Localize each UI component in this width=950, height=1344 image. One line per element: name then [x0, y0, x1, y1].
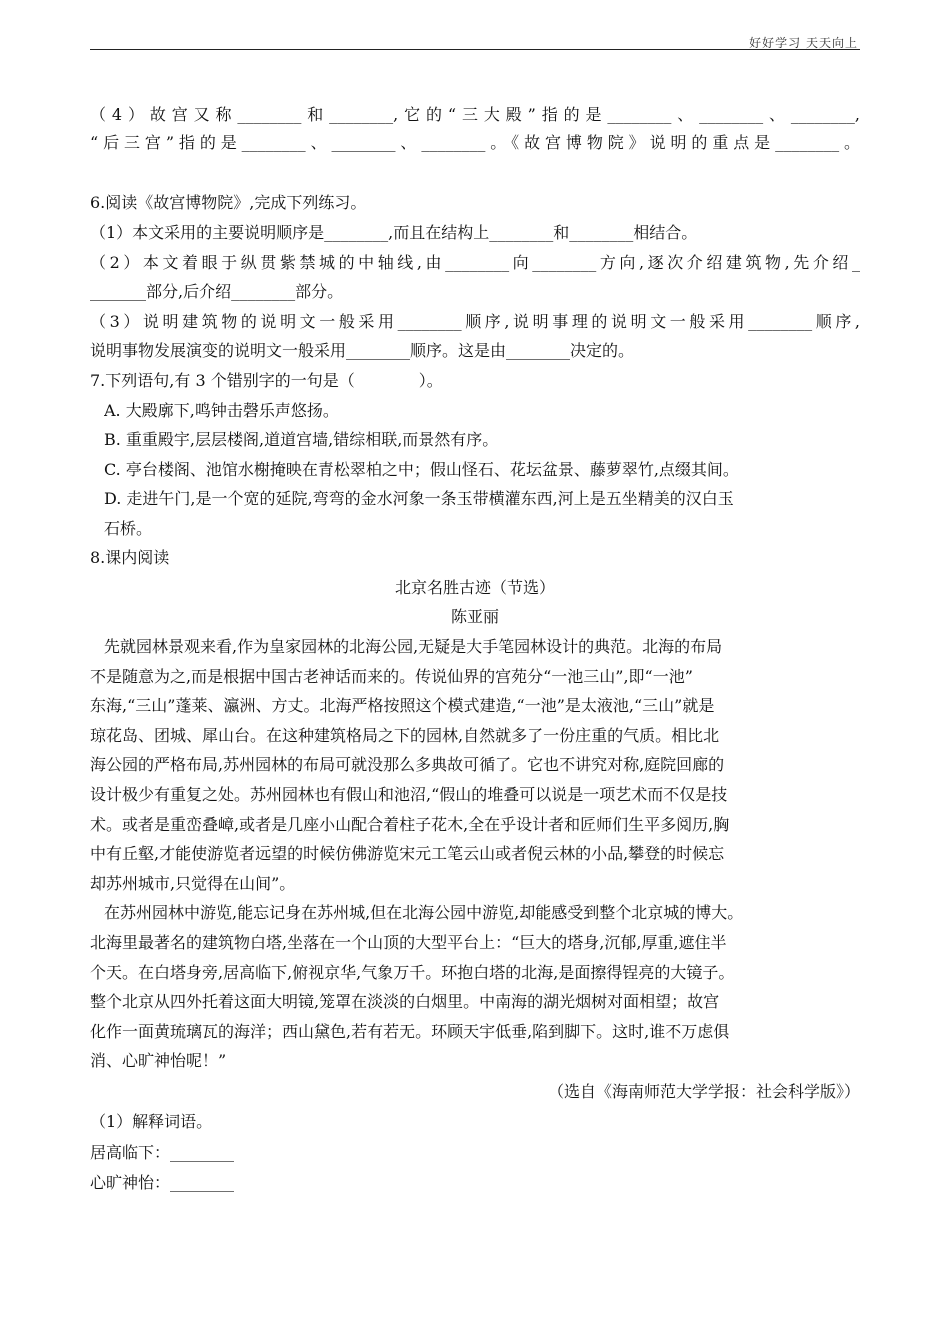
paragraph-2-line-2: 北海里最著名的建筑物白塔,坐落在一个山顶的大型平台上：“巨大的塔身,沉郁,厚重,遮住半 — [90, 933, 727, 952]
header-motto: 好好学习 天天向上 — [749, 36, 858, 50]
question-5-4-line-1: （4）故宫又称________和________,它的“三大殿”指的是________、________、________, — [90, 105, 860, 124]
question-6-2-line-1: （2）本文着眼于纵贯紫禁城的中轴线,由________向________方向,逐次介绍建筑物,先介绍_ — [90, 253, 860, 272]
paragraph-1-line-8: 中有丘壑,才能使游览者远望的时候仿佛游览宋元工笔云山或者倪云林的小品,攀登的时候忘 — [90, 844, 725, 863]
question-6-3-line-2: 说明事物发展演变的说明文一般采用________顺序。这是由________决定的。 — [90, 341, 635, 360]
term-definition-2: 心旷神怡：________ — [90, 1173, 235, 1192]
paragraph-1-line-3: 东海,“三山”蓬莱、瀛洲、方丈。北海严格按照这个模式建造,“一池”是太液池,“三山”就是 — [90, 696, 715, 715]
question-6-1: （1）本文采用的主要说明顺序是________,而且在结构上________和________相结合。 — [90, 223, 698, 242]
paragraph-2-line-4: 整个北京从四外托着这面大明镜,笼罩在淡淡的白烟里。中南海的湖光烟树对面相望；故宫 — [90, 992, 720, 1011]
paragraph-2-line-6: 消、心旷神怡呢！” — [90, 1051, 227, 1070]
paragraph-2-line-1: 在苏州园林中游览,能忘记身在苏州城,但在北海公园中游览,却能感受到整个北京城的博大。 — [104, 903, 744, 922]
question-8-title: 8.课内阅读 — [90, 548, 170, 567]
question-7-option-d-line-1: D. 走进午门,是一个宽的延院,弯弯的金水河象一条玉带横灌东西,河上是五坐精美的汉白玉 — [104, 489, 734, 508]
paragraph-1-line-2: 不是随意为之,而是根据中国古老神话而来的。传说仙界的宫苑分“一池三山”,即“一池” — [90, 667, 693, 686]
paragraph-2-line-3: 个天。在白塔身旁,居高临下,俯视京华,气象万千。环抱白塔的北海,是面擦得锃亮的大镜子。 — [90, 963, 735, 982]
article-author: 陈亚丽 — [450, 607, 499, 626]
article-source: （选自《海南师范大学学报：社会科学版》） — [547, 1082, 860, 1101]
paragraph-1-line-7: 术。或者是重峦叠嶂,或者是几座小山配合着柱子花木,全在乎设计者和匠师们生平多阅历,胸 — [90, 815, 730, 834]
paragraph-2-line-5: 化作一面黄琉璃瓦的海洋；西山黛色,若有若无。环顾天宇低垂,陷到脚下。这时,谁不万虑俱 — [90, 1022, 730, 1041]
question-7-option-d-line-2: 石桥。 — [104, 519, 153, 538]
paragraph-1-line-5: 海公园的严格布局,苏州园林的布局可就没那么多典故可循了。它也不讲究对称,庭院回廊的 — [90, 755, 725, 774]
term-definition-1: 居高临下：________ — [90, 1143, 235, 1162]
article-title: 北京名胜古迹（节选） — [394, 578, 555, 597]
paragraph-1-line-9: 却苏州城市,只觉得在山间”。 — [90, 874, 296, 893]
question-6-2-line-2: _______部分,后介绍________部分。 — [90, 282, 344, 301]
question-5-4-line-2: “后三宫”指的是________、________、________。《故宫博物院》说明的重点是________。 — [90, 133, 860, 152]
question-7-option-a: A. 大殿廓下,鸣钟击磬乐声悠扬。 — [104, 401, 339, 420]
header-divider — [90, 49, 860, 50]
paragraph-1-line-4: 琼花岛、团城、犀山台。在这种建筑格局之下的园林,自然就多了一份庄重的气质。相比北 — [90, 726, 720, 745]
question-7-option-b: B. 重重殿宇,层层楼阁,道道宫墙,错综相联,而景然有序。 — [104, 430, 499, 449]
paragraph-1-line-6: 设计极少有重复之处。苏州园林也有假山和池沼,“假山的堆叠可以说是一项艺术而不仅是技 — [90, 785, 728, 804]
paragraph-1-line-1: 先就园林景观来看,作为皇家园林的北海公园,无疑是大手笔园林设计的典范。北海的布局 — [104, 637, 723, 656]
question-6-title: 6.阅读《故宫博物院》,完成下列练习。 — [90, 193, 367, 212]
question-6-3-line-1: （3）说明建筑物的说明文一般采用________顺序,说明事理的说明文一般采用________顺序, — [90, 312, 860, 331]
question-7-title: 7.下列语句,有 3 个错别字的一句是（ ）。 — [90, 371, 443, 390]
question-8-1: （1）解释词语。 — [90, 1112, 213, 1131]
question-7-option-c: C. 亭台楼阁、池馆水榭掩映在青松翠柏之中；假山怪石、花坛盆景、藤萝翠竹,点缀其间。 — [104, 460, 739, 479]
